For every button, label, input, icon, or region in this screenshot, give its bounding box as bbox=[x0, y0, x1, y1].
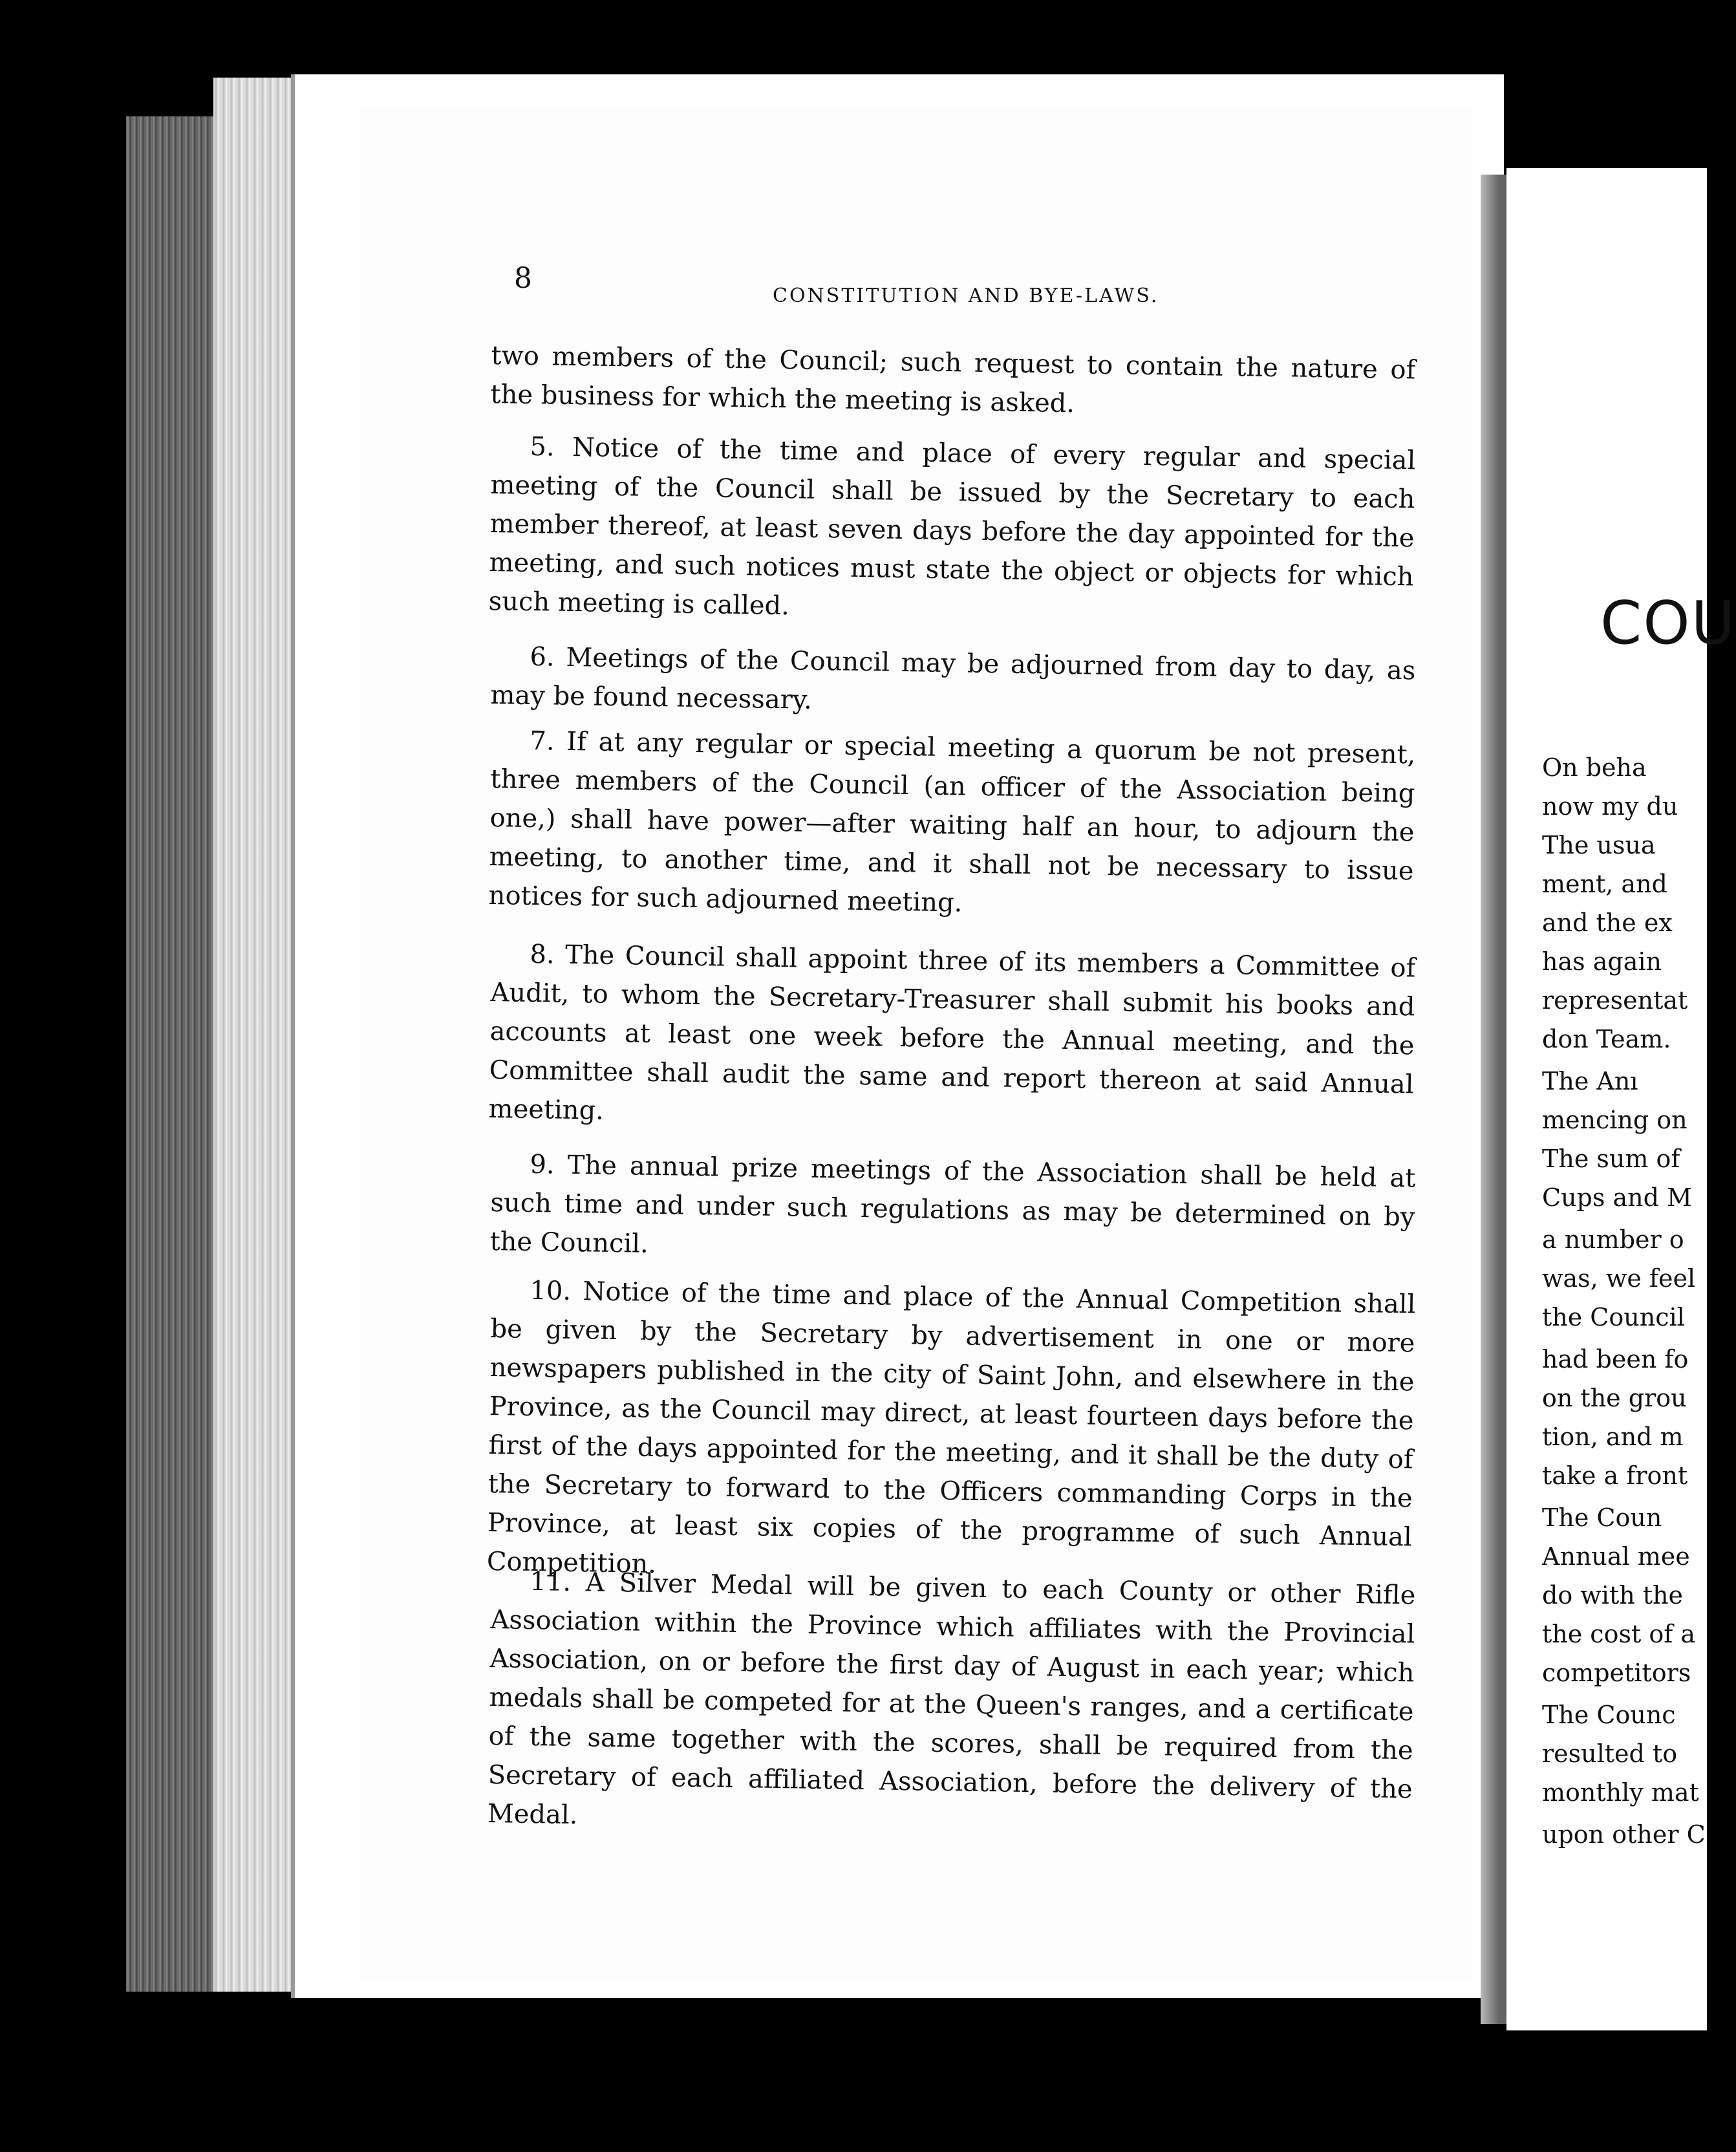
right-page-line: has again bbox=[1542, 947, 1662, 976]
running-head: CONSTITUTION AND BYE-LAWS. bbox=[773, 285, 1159, 307]
right-page-line: had been fo bbox=[1542, 1345, 1689, 1373]
right-page-line: the cost of a bbox=[1542, 1620, 1695, 1648]
paragraph-7: 7. If at any regular or special meeting a quorum be not present, three members of the Council (an officer of the Association being one,) shall have power—after waiting half an hour, to adjourn the meeting, to another time, and it shall not be necessary to issue notices for such adjourned meeting. bbox=[488, 726, 1416, 918]
page-number: 8 bbox=[514, 262, 532, 295]
paragraph-9: 9. The annual prize meetings of the Association shall be held at such time and under such regulations as may be determined on by the Council. bbox=[489, 1149, 1416, 1259]
right-page-line: The Counc bbox=[1542, 1701, 1676, 1729]
paragraph-11: 11. A Silver Medal will be given to each County or other Rifle Association within the Province which affiliates with the Provincial Association, on or before the first day of August in each year; which medals shall be competed for at the Queen's ranges, and a certificate of the same together with the scores, shall be required from the Secretary of each affiliated Association, before the delivery of the Medal. bbox=[487, 1566, 1416, 1831]
paragraph-6: 6. Meetings of the Council may be adjourned from day to day, as may be found necessary. bbox=[490, 641, 1416, 715]
right-page-line: The Anı bbox=[1542, 1067, 1638, 1095]
right-page-line: ment, and bbox=[1542, 870, 1667, 898]
right-page-line: the Council bbox=[1542, 1303, 1685, 1331]
paragraph-continuation: two members of the Council; such request to contain the nature of the business for which the meeting is asked. bbox=[490, 340, 1416, 419]
right-page-title-fragment: COU bbox=[1600, 588, 1736, 658]
right-page-line: take a front bbox=[1542, 1461, 1688, 1490]
right-page-line: Annual mee bbox=[1542, 1542, 1690, 1571]
right-page-line: representat bbox=[1542, 986, 1688, 1015]
right-page-line: don Team. bbox=[1542, 1025, 1671, 1053]
right-page-line: upon other C bbox=[1542, 1820, 1706, 1849]
right-page-line: competitors bbox=[1542, 1659, 1691, 1687]
right-page-line: On beha bbox=[1542, 753, 1647, 782]
right-page-line: Cups and M bbox=[1542, 1183, 1692, 1212]
right-page-line: The Coun bbox=[1542, 1503, 1662, 1532]
paragraph-5: 5. Notice of the time and place of every regular and special meeting of the Council shall be issued by the Secretary to each member thereof, at least seven days before the day appointed for the meeting, and such notices must state the object or objects for which such meeting is called. bbox=[488, 431, 1416, 621]
right-page-line: tion, and m bbox=[1542, 1423, 1684, 1451]
right-page-line: The usua bbox=[1542, 831, 1656, 859]
right-page-line: a number o bbox=[1542, 1225, 1684, 1254]
right-page-line: now my du bbox=[1542, 792, 1678, 821]
right-page-line: resulted to bbox=[1542, 1739, 1678, 1768]
paragraph-8: 8. The Council shall appoint three of its members a Committee of Audit, to whom the Secretary-Treasurer shall submit his books and accounts at least one week before the Annual meeting, and the Committee shall audit the same and report thereon at said Annual meeting. bbox=[488, 939, 1416, 1126]
right-page-line: mencing on bbox=[1542, 1106, 1688, 1134]
right-page-line: on the grou bbox=[1542, 1384, 1687, 1412]
right-page-line: monthly mat bbox=[1542, 1778, 1699, 1807]
right-page-line: and the ex bbox=[1542, 909, 1673, 937]
right-page-line: The sum of bbox=[1542, 1145, 1680, 1173]
right-page-line: do with the bbox=[1542, 1581, 1684, 1609]
right-page-line: was, we feel bbox=[1542, 1264, 1696, 1293]
paragraph-10: 10. Notice of the time and place of the Annual Competition shall be given by the Secretary by advertisement in one or more newspapers published in the city of Saint John, and elsewhere in the Province, as the Council may direct, at least fourteen days before the first of the days appointed for the meeting, and it shall be the duty of the Secretary to forward to the Officers commanding Corps in the Province, at least six copies of the programme of such Annual Competition. bbox=[486, 1275, 1416, 1580]
